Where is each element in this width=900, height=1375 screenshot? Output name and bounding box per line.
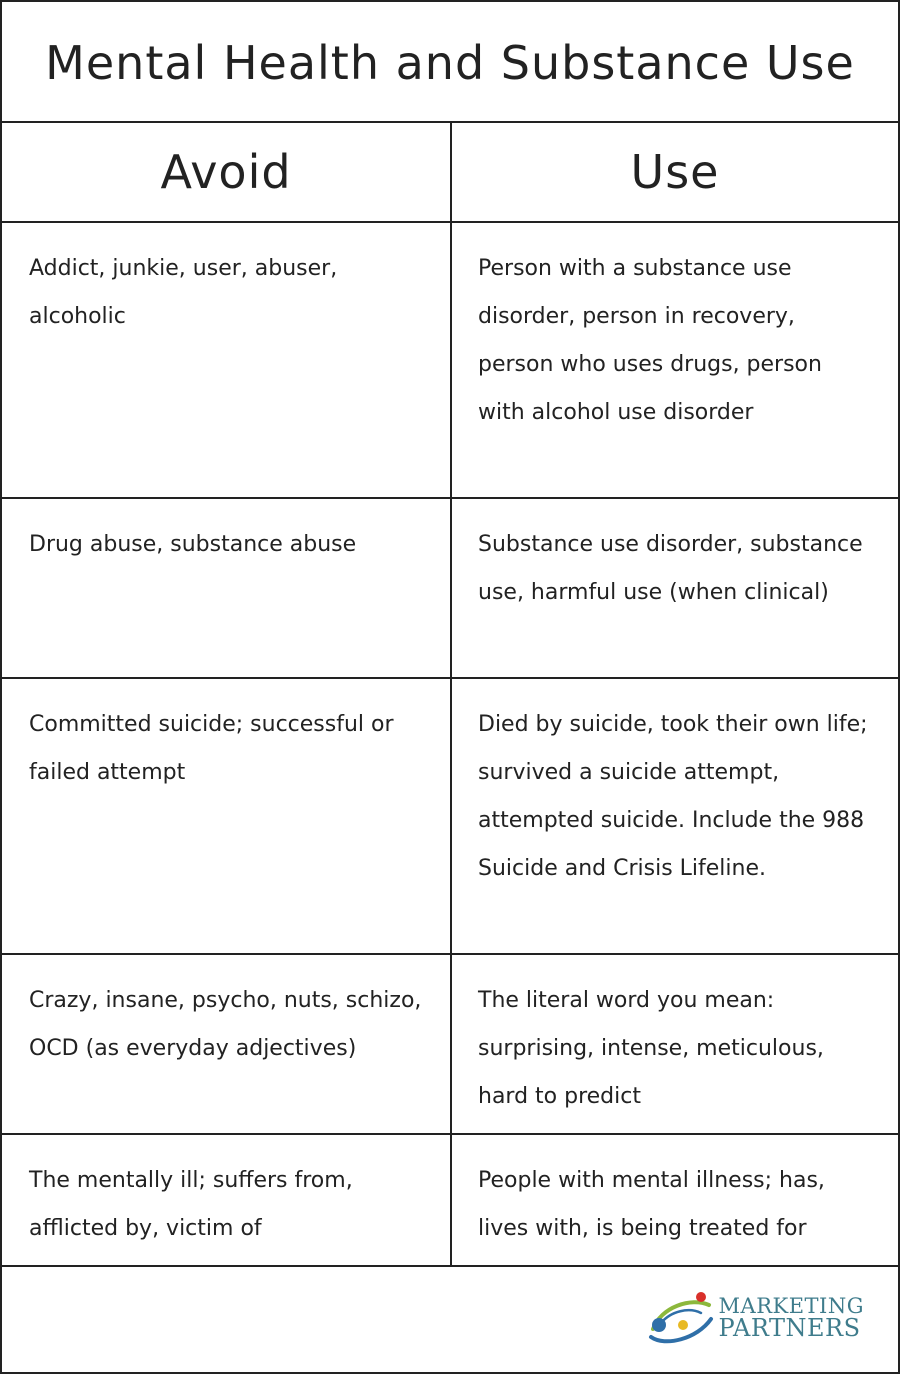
table-header-row <box>2 123 898 223</box>
use-cell: Person with a substance use disorder, person in recovery, person who uses drugs, person with alcohol use disorder <box>478 256 822 425</box>
footer <box>2 1267 898 1375</box>
avoid-cell: Drug abuse, substance abuse <box>2 499 452 677</box>
avoid-cell: Crazy, insane, psycho, nuts, schizo, OCD (as everyday adjectives) <box>2 955 452 1133</box>
table-row <box>2 1135 898 1267</box>
avoid-cell: The mentally ill; suffers from, afflicted by, victim of <box>2 1135 452 1265</box>
marketing-partners-logo-mark-icon <box>647 1289 717 1345</box>
table-row <box>2 955 898 1135</box>
column-header-use: Use <box>630 145 720 199</box>
terminology-table <box>2 123 898 1267</box>
logo-text-line2: PARTNERS <box>718 1314 861 1342</box>
column-header-avoid: Avoid <box>2 123 452 221</box>
avoid-cell: Committed suicide; successful or failed attempt <box>2 679 452 953</box>
use-cell: Died by suicide, took their own life; survived a suicide attempt, attempted suicide. Include the 988 Suicide and Crisis Lifeline. <box>478 712 868 881</box>
logo-wordmark <box>718 1294 864 1342</box>
title-row <box>2 2 898 123</box>
table-row <box>2 499 898 679</box>
marketing-partners-logo <box>647 1289 864 1345</box>
use-cell: The literal word you mean: surprising, intense, meticulous, hard to predict <box>478 988 824 1109</box>
use-cell: Substance use disorder, substance use, harmful use (when clinical) <box>478 532 863 605</box>
page-title: Mental Health and Substance Use <box>45 35 855 90</box>
table-row <box>2 679 898 955</box>
logo-text-line1: MARKETING <box>718 1294 864 1318</box>
use-cell: People with mental illness; has, lives with, is being treated for <box>478 1168 825 1241</box>
avoid-cell: Addict, junkie, user, abuser, alcoholic <box>2 223 452 497</box>
table-row <box>2 223 898 499</box>
